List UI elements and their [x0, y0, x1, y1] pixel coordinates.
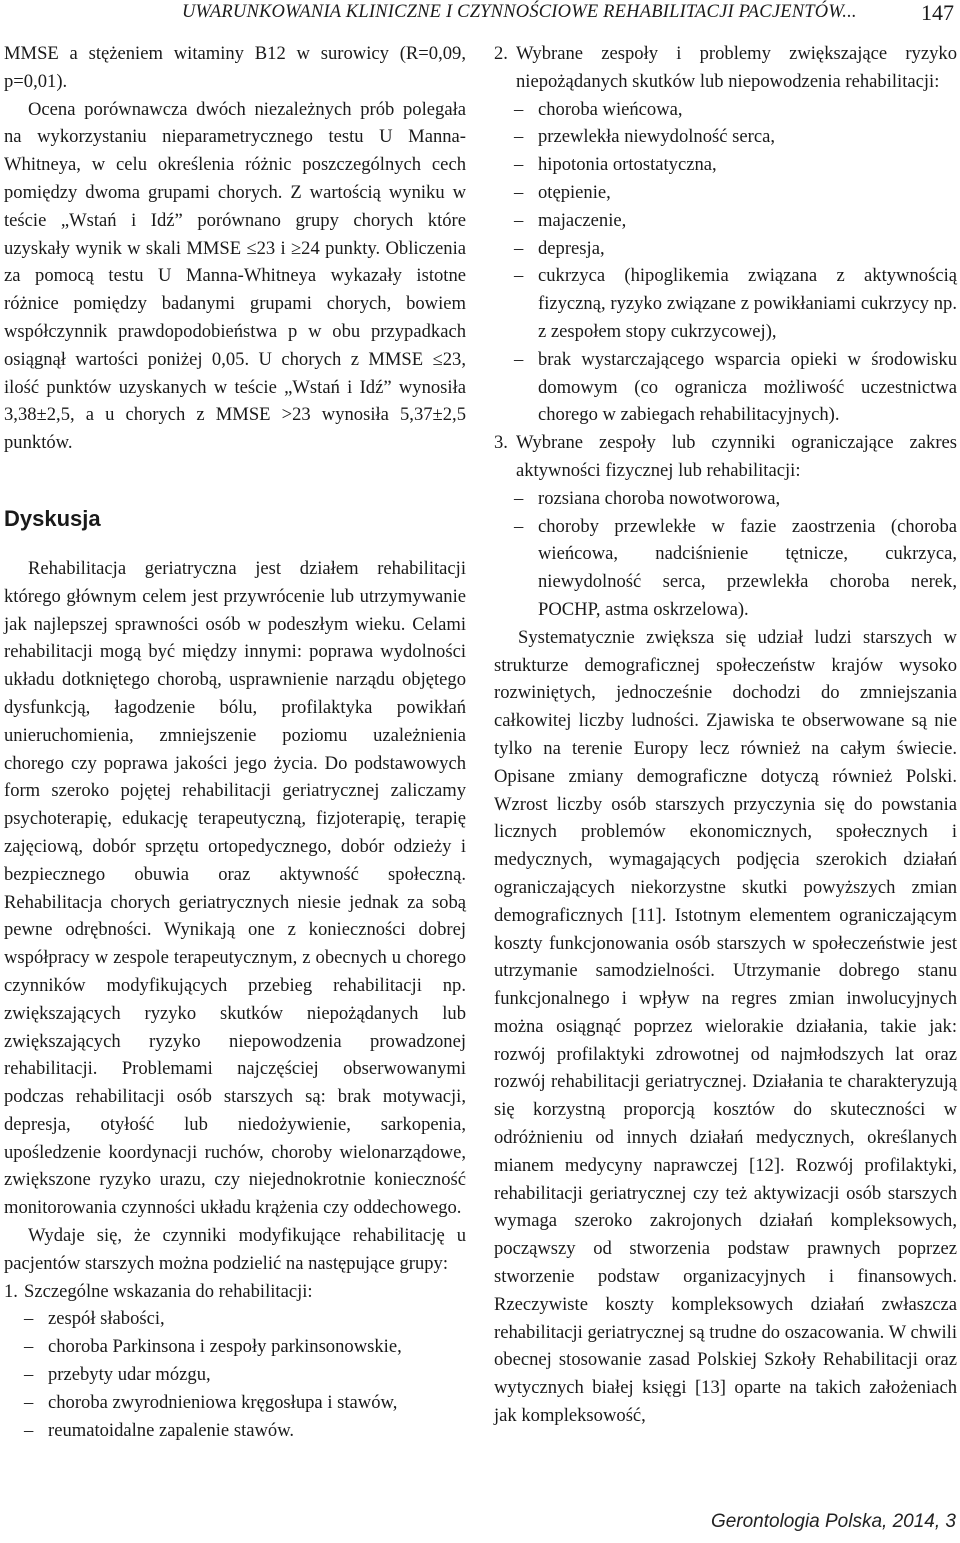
list-item: – rozsiana choroba nowotworowa,: [514, 487, 781, 509]
list-2-title: [494, 40, 957, 96]
list-item: – hipotonia ortostatyczna,: [514, 154, 717, 176]
list-2: [494, 96, 957, 430]
list-2-number: 2.: [494, 43, 508, 64]
right-column: [494, 40, 957, 1430]
list-item: – przebyty udar mózgu,: [24, 1364, 211, 1386]
section-heading-dyskusja: Dyskusja: [4, 505, 101, 531]
list-3: [494, 485, 957, 624]
journal-footer: Gerontologia Polska, 2014, 3: [710, 1511, 956, 1532]
list-item: – majaczenie,: [514, 209, 627, 231]
paragraph-demographics: Systematycznie zwiększa się udział ludzi starszych w strukturze demograficznej społeczeństw krajów wysoko rozwiniętych, jednocześnie dochodzi do zmniejszania całkowitej liczby ludności. Zjawiska te obserwowane są nie tylko na terenie Europy lecz również na całym świecie. Opisane zmiany demograficzne dotyczą również Polski. Wzrost liczby osób starszych przyczynia się do powstania licznych problemów ekonomicznych, społecznych i medycznych, wymagających podjęcia szerokich działań ograniczających niekorzystne skutki powyższych zmian demograficznych [11]. Istotnym elementem ograniczającym koszty funkcjonowania osób starszych w społeczeństwie jest utrzymanie samodzielności. Utrzymanie dobrego stanu funkcjonalnego i wpływ na regres zmian inwolucyjnych można osiągnąć poprzez wielorakie działania, takie jak: rozwój profilaktyki zdrowotnej od najmłodszych lat oraz rozwój rehabilitacji geriatrycznej. Działania te charakteryzują się korzystną proporcją kosztów do skuteczności w odróżnieniu od innych działań medycznych, określanych mianem medycyny naprawczej [12]. Rozwój profilaktyki, rehabilitacji geriatrycznej czy też aktywizacji osób starszych wymaga szeroko zakrojonych działań kompleksowych, począwszy od stworzenia podstaw prawnych poprzez stworzenie podstaw organizacyjnych i finansowych. Rzeczywiste koszty kompleksowych działań zwłaszcza rehabilitacji geriatrycznej są trudne do oszacowania. W chwili obecnej stosowanie zasad Polskiej Szkoły Rehabilitacji oraz wytycznych białej księgi [13] oparte na takich założeniach jak kompleksowość,: [494, 626, 957, 1427]
paragraph-factor-groups: Wydaje się, że czynniki modyfikujące rehabilitację u pacjentów starszych można podzielić na następujące grupy:: [4, 1225, 466, 1274]
list-item: – zespół słabości,: [24, 1308, 165, 1330]
list-3-title-text: Wybrane zespoły lub czynniki ograniczające zakres aktywności fizycznej lub rehabilitacji:: [516, 432, 957, 481]
list-1: [4, 1305, 466, 1444]
list-3-title: [494, 429, 957, 485]
list-1-number: 1.: [4, 1280, 18, 1302]
list-item: – przewlekła niewydolność serca,: [514, 126, 775, 148]
list-item: – choroby przewlekłe w fazie zaostrzenia (choroba wieńcowa, nadciśnienie tętnicze, cukrzyca, niewydolność serca, przewlekła choroba nerek, POCHP, astma oskrzelowa).: [514, 515, 957, 620]
paragraph-mann-whitney: Ocena porównawcza dwóch niezależnych prób polegała na wykorzystaniu nieparametrycznego testu U Manna-Whitneya, w celu określenia różnic poszczególnych cech pomiędzy dwoma grupami chorych. Z wartością wyniku w teście „Wstań i Idź” porównano grupy chorych które uzyskały wynik w skali MMSE ≤23 i ≥24 punkty. Obliczenia za pomocą testu U Manna-Whitneya wykazały istotne różnice pomiędzy badanymi grupami chorych, bowiem współczynnik prawdopodobieństwa p w obu przypadkach osiągnął wartości poniżej 0,05. U chorych z MMSE ≤23, ilość punktów uzyskanych w teście „Wstań i Idź” wynosiła 3,38±2,5, a u chorych z MMSE >23 wynosiła 5,37±2,5 punktów.: [4, 98, 466, 454]
list-3-number: 3.: [494, 432, 508, 454]
left-column: [4, 40, 466, 1444]
list-item: – cukrzyca (hipoglikemia związana z aktywnością fizyczną, ryzyko związane z powikłaniami cukrzycy np. z zespołem stopy cukrzycowej),: [514, 265, 957, 342]
list-item: – otępienie,: [514, 181, 611, 203]
list-item: – choroba wieńcowa,: [514, 98, 683, 120]
list-2-title-text: Wybrane zespoły i problemy zwiększające ryzyko niepożądanych skutków lub niepowodzenia rehabilitacji:: [516, 43, 957, 92]
paragraph-rehabilitation: Rehabilitacja geriatryczna jest działem rehabilitacji którego głównym celem jest przywrócenie lub utrzymywanie jak najlepszej sprawności osób w podeszłym wieku. Celami rehabilitacji mogą być między innymi: poprawa wydolności układu dotkniętego chorobą, usprawnienie narządu objętego dysfunkcją, łagodzenie bólu, profilaktyka powikłań unieruchomienia, zmniejszenie poziomu uzależnienia chorego czy poprawa jakości jego życia. Do podstawowych form szeroko pojętej rehabilitacji geriatrycznej zaliczamy psychoterapię, edukację terapeutyczną, fizjoterapię, terapię zajęciową, dobór sprzętu ortopedycznego, dobór odzieży i bezpiecznego obuwia oraz aktywność społeczną. Rehabilitacja chorych geriatrycznych niesie jednak za sobą pewne odrębności. Wynikają one z konieczności dobrej współpracy w zespole terapeutycznym, z obecnych u chorego czynników modyfikujących przebieg rehabilitacji np. zwiększających ryzyko skutków niepożądanych lub zwiększających ryzyko niepowodzenia prowadzonej rehabilitacji. Problemami najczęściej obserwowanymi podczas rehabilitacji osób starszych są: brak motywacji, depresja, otyłość lub niedożywienie, sarkopenia, upośledzenie koordynacji ruchów, choroby wielonarządowe, zwiększone ryzyko urazu, czy niejednokrotnie konieczność monitorowania czynności układu krążenia czy oddechowego.: [4, 557, 466, 1219]
list-item: – depresja,: [514, 237, 605, 259]
running-header-title: UWARUNKOWANIA KLINICZNE I CZYNNOŚCIOWE REHABILITACJI PACJENTÓW...: [182, 2, 857, 22]
list-1-title: [4, 1278, 466, 1306]
list-item: – choroba Parkinsona i zespoły parkinsonowskie,: [24, 1336, 402, 1358]
paragraph-mmse-b12: MMSE a stężeniem witaminy B12 w surowicy (R=0,09, p=0,01).: [4, 43, 466, 92]
list-item: – reumatoidalne zapalenie stawów.: [24, 1419, 295, 1441]
list-item: – choroba zwyrodnieniowa kręgosłupa i stawów,: [24, 1391, 398, 1413]
list-item: – brak wystarczającego wsparcia opieki w środowisku domowym (co ogranicza możliwość uczestnictwa chorego w zabiegach rehabilitacyjnych).: [514, 348, 957, 426]
page-number: 147: [921, 0, 954, 25]
running-header: [0, 0, 960, 30]
list-1-title-text: Szczególne wskazania do rehabilitacji:: [24, 1280, 313, 1302]
